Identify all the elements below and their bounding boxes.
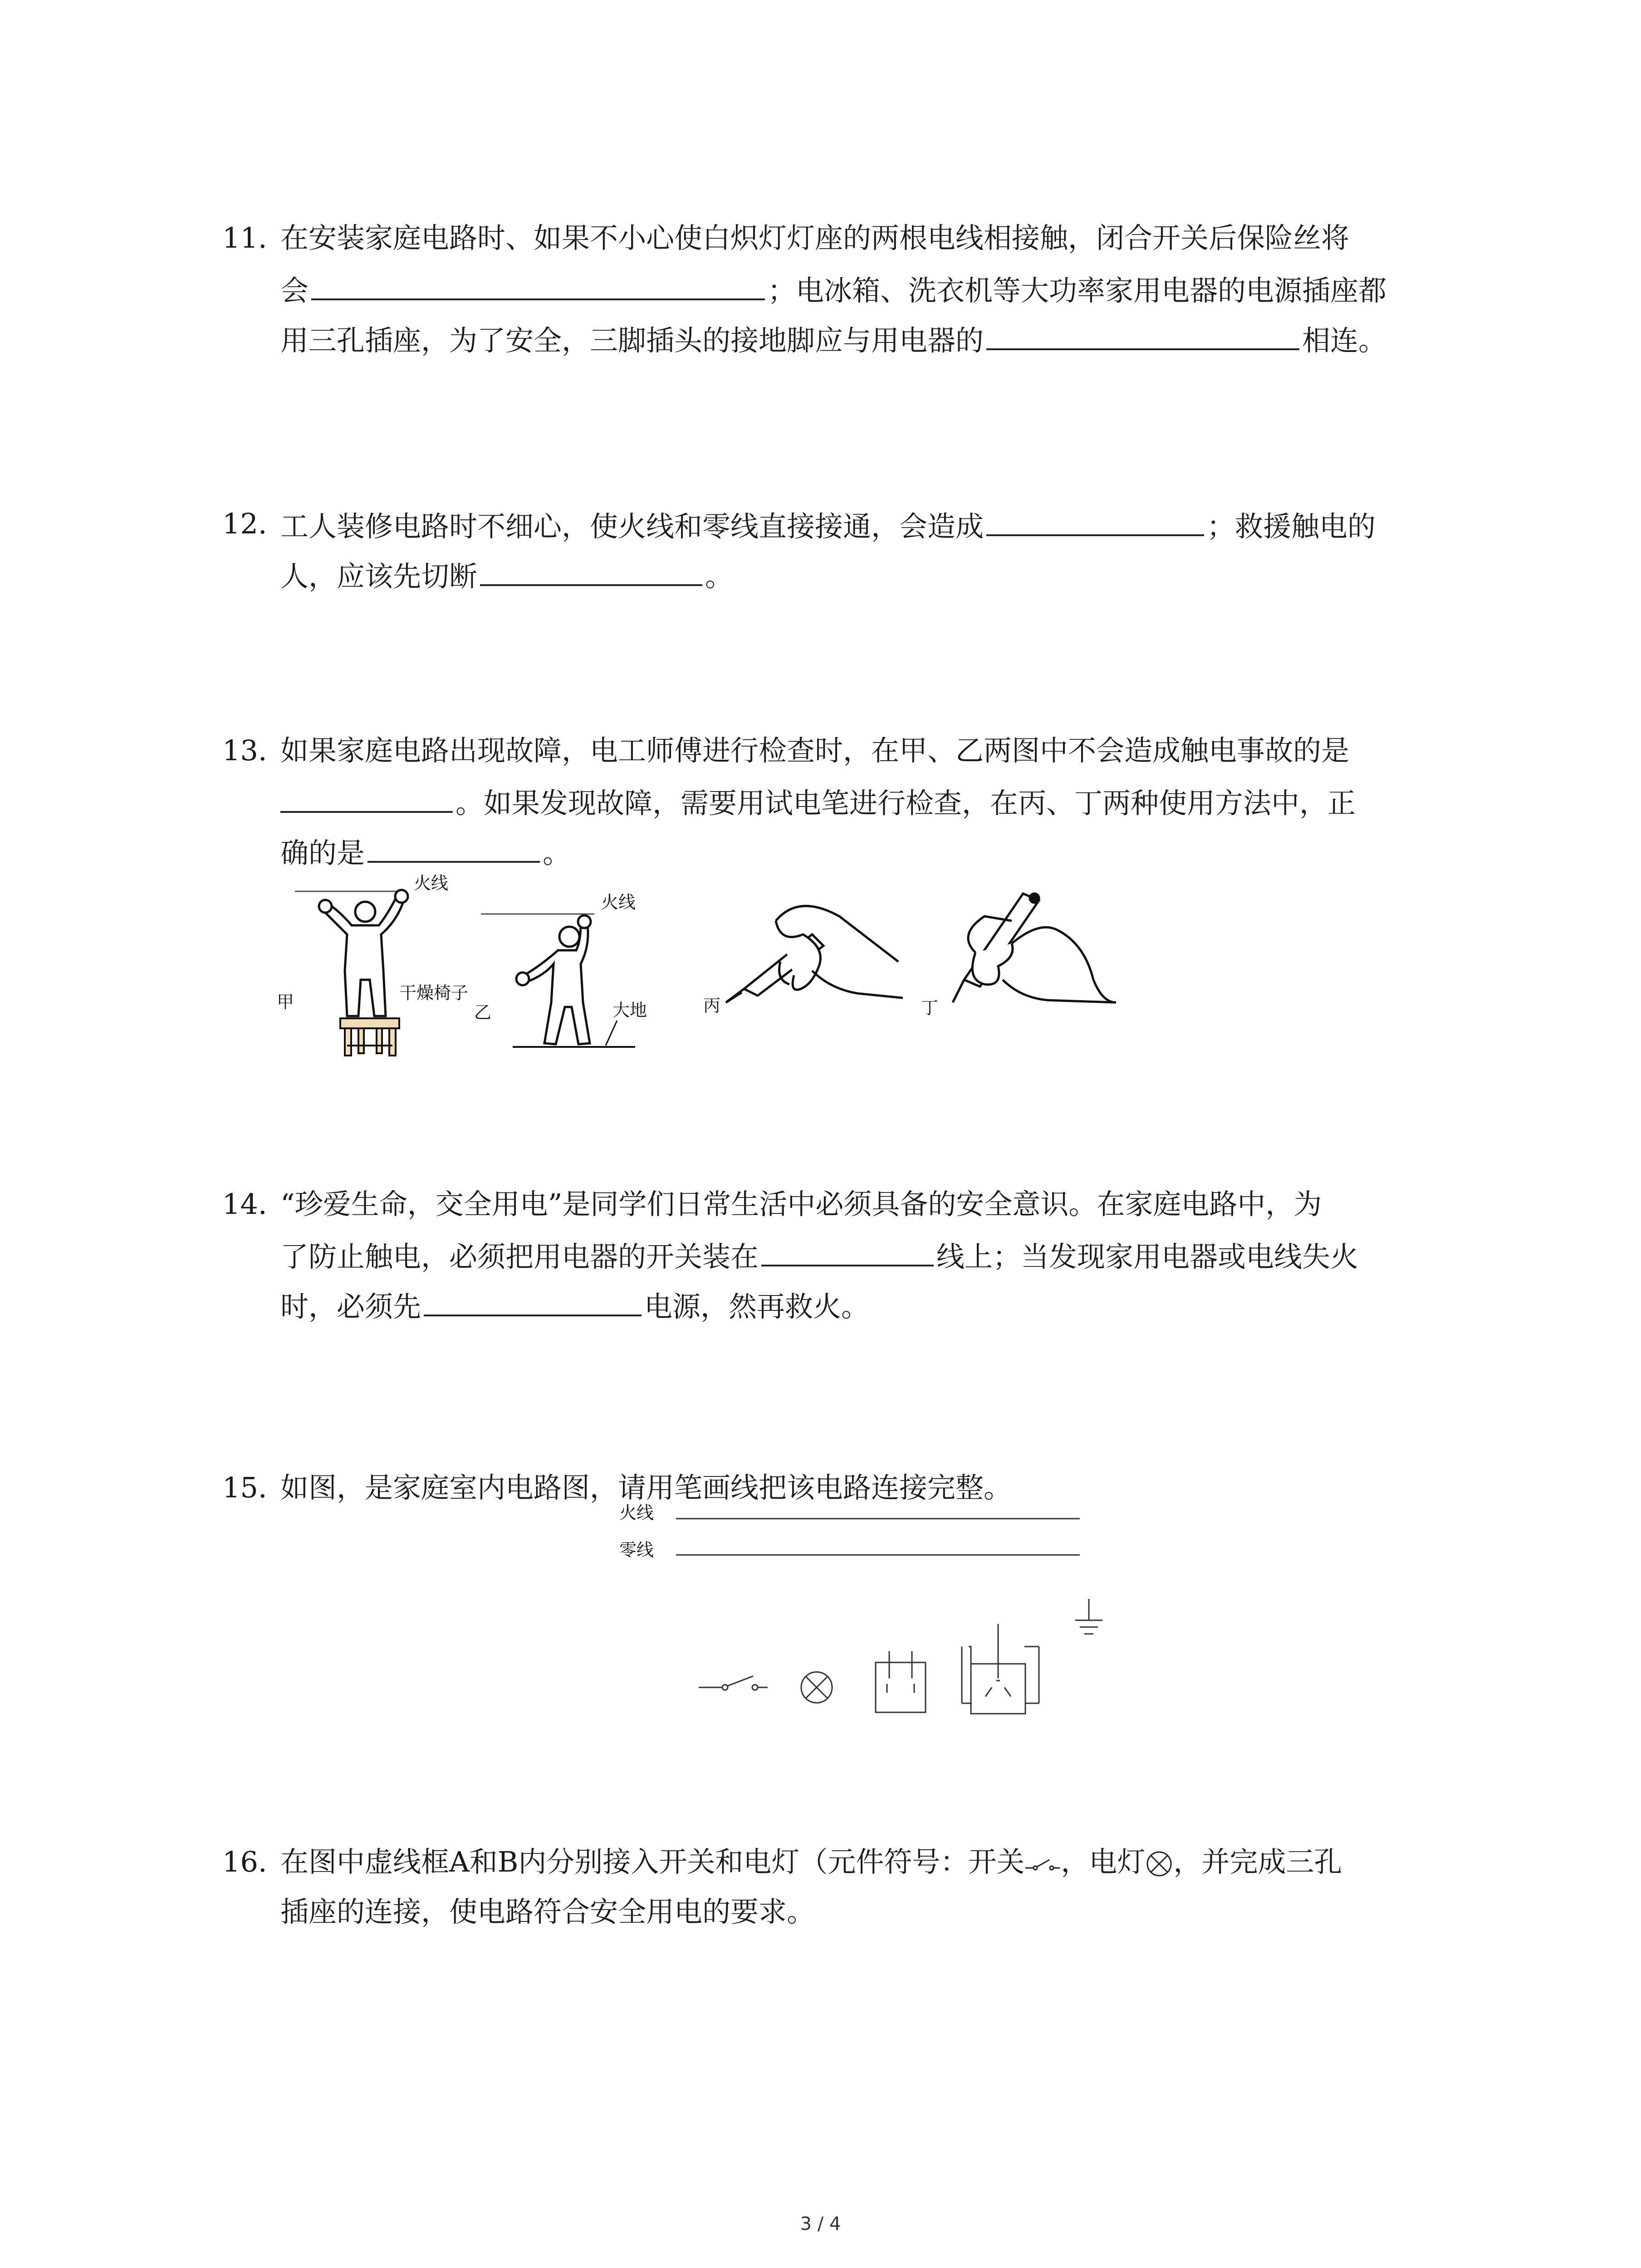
question-text-line: 如图，是家庭室内电路图，请用笔画线把该电路连接完整。 [280, 1471, 1012, 1504]
question-text-line [280, 1279, 869, 1332]
dry-chair [340, 1018, 399, 1056]
text-fragment: 线上；当发现家用电器或电线失火 [936, 1240, 1359, 1273]
figure-jia [277, 873, 468, 1056]
page-number: 3 / 4 [800, 2214, 841, 2234]
answer-blank[interactable] [761, 1229, 934, 1266]
label-yi: 乙 [474, 1002, 492, 1022]
answer-blank[interactable] [986, 499, 1204, 536]
live-wire-label: 火线 [619, 1503, 654, 1523]
live-wire-label: 火线 [414, 873, 449, 893]
person-head [355, 902, 375, 922]
lamp-symbol-icon [1145, 1850, 1173, 1878]
question-text-line: 在安装家庭电路时、如果不小心使白炽灯灯座的两根电线相接触，闭合开关后保险丝将 [280, 221, 1350, 254]
question-text-line [280, 263, 1386, 316]
lamp-icon [801, 1672, 832, 1703]
text-fragment: 用三孔插座，为了安全，三脚插头的接地脚应与用电器的 [280, 324, 984, 357]
question-text-line: 如果家庭电路出现故障，电工师傅进行检查时，在甲、乙两图中不会造成触电事故的是 [280, 734, 1350, 767]
question-number: 11. [222, 221, 267, 254]
question-number: 12. [222, 507, 267, 540]
answer-blank[interactable] [986, 313, 1299, 350]
question-number: 16. [222, 1845, 267, 1878]
answer-blank[interactable] [311, 263, 765, 300]
text-fragment: 工人装修电路时不细心，使火线和零线直接接通，会造成 [280, 510, 984, 543]
text-fragment: 时，必须先 [280, 1290, 421, 1323]
switch-icon [699, 1676, 768, 1690]
text-fragment: ；救援触电的 [1207, 510, 1376, 543]
text-fragment: 会 [280, 274, 309, 307]
answer-blank[interactable] [480, 549, 702, 586]
answer-blank[interactable] [280, 776, 453, 813]
text-fragment: 在图中虚线框A和B内分别接入开关和电灯（元件符号：开关 [280, 1845, 1025, 1878]
question-text-line: 插座的连接，使电路符合安全用电的要求。 [280, 1895, 815, 1928]
text-fragment: 。 [543, 836, 571, 870]
text-fragment: 。 [705, 560, 734, 593]
label-jia: 甲 [277, 992, 294, 1012]
text-fragment: 电源，然再救火。 [644, 1290, 870, 1323]
figure-bing [703, 906, 903, 1016]
question-text-line [280, 549, 733, 601]
ground-icon [1075, 1599, 1102, 1634]
label-bing: 丙 [703, 996, 721, 1016]
figure-ding [921, 894, 1116, 1018]
question-text-line [280, 776, 1356, 828]
switch-symbol-icon [1024, 1853, 1061, 1872]
three-hole-socket-icon [962, 1624, 1039, 1714]
text-fragment: 人，应该先切断 [280, 560, 478, 593]
chair-label: 干燥椅子 [399, 983, 469, 1003]
answer-blank[interactable] [367, 826, 540, 863]
live-wire-label: 火线 [601, 892, 636, 912]
figure-13 [268, 866, 1130, 1066]
question-text-line [280, 1837, 1342, 1887]
text-fragment: 相连。 [1302, 324, 1387, 357]
figure-yi [474, 892, 647, 1047]
question-text-line: “珍爱生命，交全用电”是同学们日常生活中必须具备的安全意识。在家庭电路中，为 [280, 1188, 1322, 1221]
two-hole-socket-icon [876, 1651, 926, 1712]
text-fragment: 了防止触电，必须把用电器的开关装在 [280, 1240, 759, 1273]
text-fragment: ；电冰箱、洗衣机等大功率家用电器的电源插座都 [768, 274, 1387, 307]
answer-blank[interactable] [424, 1279, 642, 1316]
question-number: 13. [222, 734, 267, 767]
question-text-line [280, 1229, 1358, 1282]
figure-15-circuit [617, 1497, 1134, 1742]
text-fragment: 。如果发现故障，需要用试电笔进行检查，在丙、丁两种使用方法中，正 [456, 787, 1356, 820]
question-number: 14. [222, 1188, 267, 1221]
question-text-line [280, 313, 1386, 366]
text-fragment: ，并完成三孔 [1173, 1845, 1342, 1878]
neutral-wire-label: 零线 [619, 1540, 654, 1560]
question-text-line [280, 499, 1376, 552]
label-ding: 丁 [921, 998, 939, 1018]
text-fragment: ，电灯 [1061, 1845, 1146, 1878]
question-number: 15. [222, 1471, 267, 1504]
earth-label: 大地 [612, 1000, 647, 1020]
text-fragment: 确的是 [280, 836, 365, 870]
